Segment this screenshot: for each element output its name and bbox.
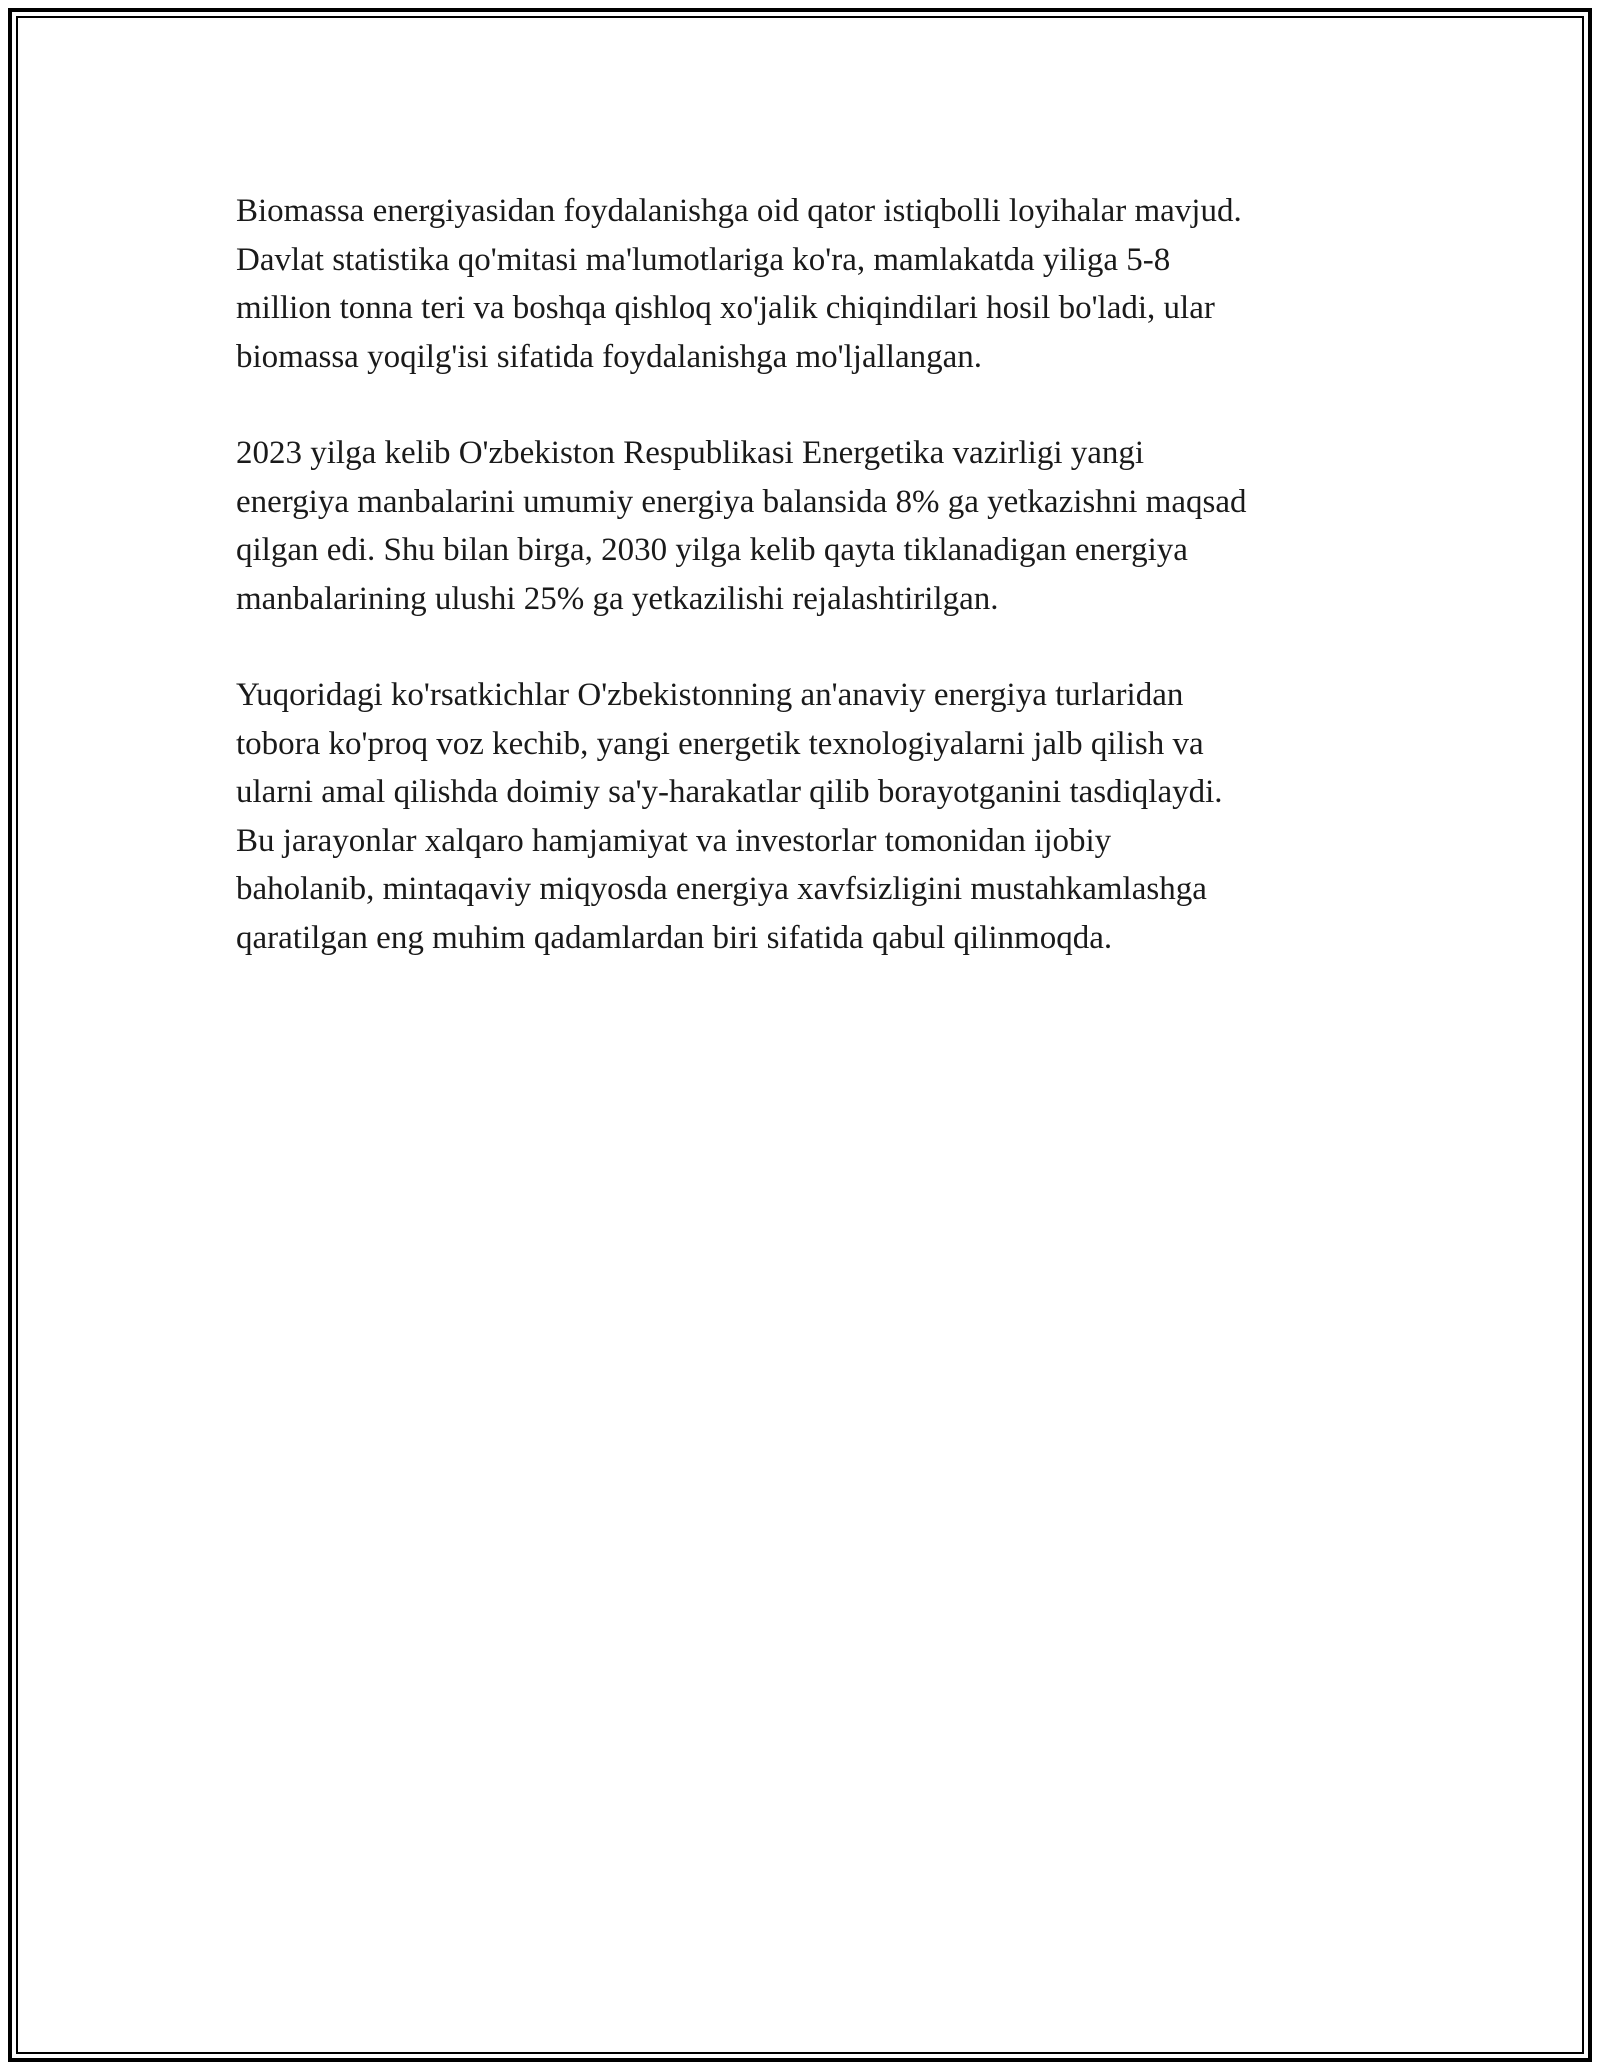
document-body [236, 187, 1386, 1010]
paragraph-biomass: Biomassa energiyasidan foydalanishga oid qator istiqbolli loyihalar mavjud. Davlat statistika qo'mitasi ma'lumotlariga ko'ra, mamlakatda yiliga 5-8 million tonna teri va boshqa qishloq xo'jalik chiqindilari hosil bo'ladi, ular biomassa yoqilg'isi sifatida foydalanishga mo'ljallangan. [236, 193, 1242, 375]
paragraph-conclusion: Yuqoridagi ko'rsatkichlar O'zbekistonning an'anaviy energiya turlaridan tobora ko'proq voz kechib, yangi energetik texnologiyalarni jalb qilish va ularni amal qilishda doimiy sa'y-harakatlar qilib borayotganini tasdiqlaydi. Bu jarayonlar xalqaro hamjamiyat va investorlar tomonidan ijobiy baholanib, mintaqaviy miqyosda energiya xavfsizligini mustahkamlashga qaratilgan eng muhim qadamlardan biri sifatida qabul qilinmoqda. [236, 677, 1223, 956]
paragraph-energy-targets: 2023 yilga kelib O'zbekiston Respublikasi Energetika vazirligi yangi energiya manbalarini umumiy energiya balansida 8% ga yetkazishni maqsad qilgan edi. Shu bilan birga, 2030 yilga kelib qayta tiklanadigan energiya manbalarining ulushi 25% ga yetkazilishi rejalashtirilgan. [236, 435, 1247, 617]
